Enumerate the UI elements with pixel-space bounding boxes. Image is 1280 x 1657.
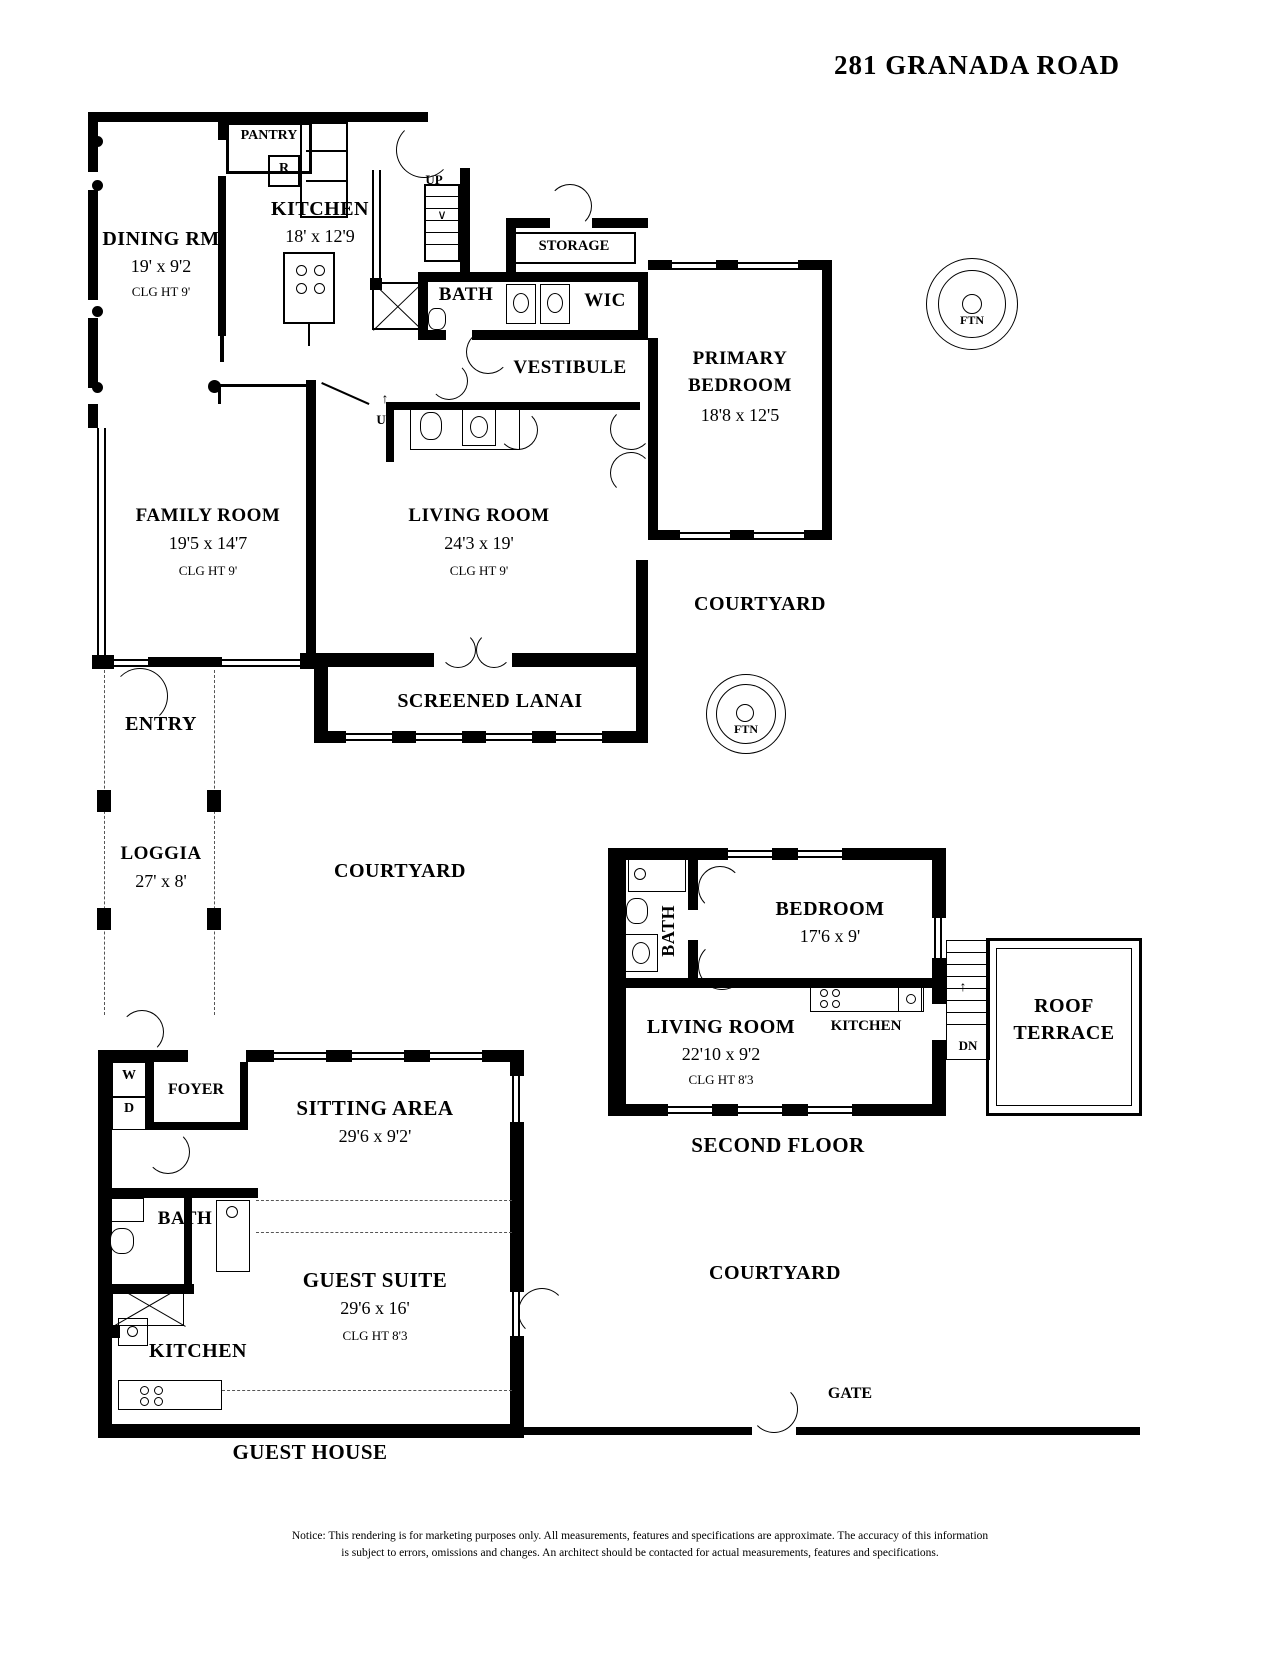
burner-icon <box>296 265 307 276</box>
wall-segment <box>148 657 208 667</box>
family-room-name: FAMILY ROOM <box>135 505 281 526</box>
wall-window <box>940 918 942 960</box>
wall-segment <box>460 168 470 278</box>
primary-bedroom-line1: PRIMARY <box>692 348 788 369</box>
wall-segment <box>648 260 672 270</box>
wall-window <box>610 934 612 974</box>
toilet-icon <box>428 308 446 330</box>
burner-icon <box>154 1397 163 1406</box>
wall-segment <box>510 1122 524 1292</box>
wall-window <box>808 1106 852 1108</box>
wall-segment <box>602 731 648 743</box>
wall-window <box>97 428 99 658</box>
wall-segment <box>506 218 550 228</box>
wall-segment <box>92 655 114 669</box>
wall-segment <box>510 1064 524 1076</box>
door-swing <box>548 184 592 228</box>
wd-divider <box>112 1096 146 1098</box>
wall-window <box>738 262 798 264</box>
loggia-column <box>207 908 221 930</box>
stair-direction-arrow: ↑ <box>959 980 967 995</box>
island-stem <box>308 324 310 346</box>
wall-window <box>430 1058 482 1060</box>
wall-segment <box>608 848 626 1116</box>
dining-room-dim: 19' x 9'2 <box>130 256 192 276</box>
wall-window <box>114 659 150 661</box>
wall-window <box>430 1052 482 1054</box>
family-room-dim: 19'5 x 14'7 <box>168 533 248 553</box>
wall-window <box>680 538 730 540</box>
sitting-area-dim: 29'6 x 9'2' <box>338 1126 412 1146</box>
guest-suite-name: GUEST SUITE <box>302 1268 448 1292</box>
wall-window <box>672 268 716 270</box>
wall-segment <box>804 530 832 540</box>
guest-house-caption: GUEST HOUSE <box>232 1440 388 1464</box>
bath-label: BATH <box>438 284 494 305</box>
kitchen-name: KITCHEN <box>271 198 369 220</box>
burner-icon <box>820 1000 828 1008</box>
wall-segment <box>772 848 798 860</box>
wall-window <box>728 856 772 858</box>
wall-window <box>728 850 772 852</box>
wall-segment <box>386 402 394 462</box>
wall-segment <box>648 530 680 540</box>
second-bedroom-dim: 17'6 x 9' <box>799 926 861 946</box>
wall-segment <box>932 848 946 918</box>
wall-segment <box>146 1122 246 1130</box>
second-living-room-dim: 22'10 x 9'2 <box>681 1044 761 1064</box>
second-kitchen-label: KITCHEN <box>830 1018 902 1034</box>
courtyard-center-label: COURTYARD <box>334 860 466 882</box>
wall-segment <box>782 1104 808 1116</box>
wall-node <box>92 382 103 393</box>
wall-window <box>379 170 381 278</box>
wall-window <box>222 659 302 661</box>
burner-icon <box>314 265 325 276</box>
wall-detail <box>220 336 224 362</box>
wall-segment <box>422 272 648 282</box>
wall-window <box>346 733 392 735</box>
second-living-room-name: LIVING ROOM <box>646 1016 796 1038</box>
wall-detail <box>218 384 314 387</box>
wall-window <box>672 262 716 264</box>
washer-label: W <box>122 1068 136 1083</box>
wall-window <box>416 739 462 741</box>
wall-segment <box>730 530 754 540</box>
wall-window <box>486 733 532 735</box>
wall-window <box>556 739 602 741</box>
roof-terrace-line2: TERRACE <box>1013 1022 1115 1044</box>
roof-terrace-line1: ROOF <box>1034 995 1094 1017</box>
stair-up-label-family: UP <box>376 412 394 427</box>
entry-label: ENTRY <box>125 713 197 735</box>
wall-segment <box>716 260 738 270</box>
wall-node <box>208 380 221 393</box>
wall-segment <box>532 731 556 743</box>
toilet-icon <box>110 1228 134 1254</box>
cabinet-line <box>222 1390 512 1391</box>
wall-segment <box>592 218 648 228</box>
stair-tread <box>424 232 460 233</box>
stair-down-label: DN <box>958 1038 978 1053</box>
wall-segment <box>510 1336 524 1438</box>
loggia-name: LOGGIA <box>120 843 202 864</box>
courtyard-right-label: COURTYARD <box>694 593 826 615</box>
partition-angle <box>321 382 369 405</box>
wall-window <box>616 934 618 974</box>
footer-line-2: is subject to errors, omissions and changes. An architect should be contacted for actual measurements, features and specifications. <box>341 1547 939 1559</box>
burner-icon <box>154 1386 163 1395</box>
wall-segment <box>510 1050 524 1064</box>
cabinet-line <box>256 1232 512 1233</box>
footer-line-1: Notice: This rendering is for marketing purposes only. All measurements, features and specifications are approximate. The accuracy of this information <box>291 1530 989 1542</box>
wall-window <box>416 733 462 735</box>
wall-window <box>639 568 641 612</box>
stair-tread <box>946 1012 990 1013</box>
stair-tread <box>424 244 460 245</box>
wall-segment <box>314 731 346 743</box>
foyer-label: FOYER <box>168 1081 224 1098</box>
burner-icon <box>140 1397 149 1406</box>
burner-icon <box>314 283 325 294</box>
toilet-icon <box>626 898 648 924</box>
dining-room-name: DINING RM <box>102 228 220 250</box>
wall-window <box>738 268 798 270</box>
wall-segment <box>306 380 316 660</box>
wall-window <box>372 170 374 278</box>
wall-segment <box>88 318 98 388</box>
door-swing <box>498 410 538 450</box>
stair-tread <box>946 1024 990 1025</box>
guest-kitchen-label: KITCHEN <box>149 1340 247 1362</box>
wall-window <box>274 1052 326 1054</box>
wall-node <box>92 180 103 191</box>
living-room-dim: 24'3 x 19' <box>444 533 514 553</box>
sink-bowl <box>632 942 650 964</box>
guest-suite-dim: 29'6 x 16' <box>340 1298 410 1318</box>
wall-window <box>738 1112 782 1114</box>
wall-window <box>616 1024 618 1072</box>
wall-segment <box>688 860 698 910</box>
family-room-clg: CLG HT 9' <box>178 563 238 578</box>
wall-window <box>668 1106 712 1108</box>
wall-segment <box>326 1050 352 1062</box>
cabinet-line <box>256 1200 512 1201</box>
wall-window <box>274 1058 326 1060</box>
wall-window <box>798 850 842 852</box>
wall-segment <box>98 1188 258 1198</box>
wall-segment <box>712 1104 738 1116</box>
loggia-column <box>207 790 221 812</box>
wall-node <box>92 306 103 317</box>
door-swing <box>430 362 468 400</box>
wall-window <box>754 538 804 540</box>
counter-line <box>306 180 348 182</box>
guest-bath-label: BATH <box>157 1208 213 1229</box>
wall-window <box>738 1106 782 1108</box>
living-room-name: LIVING ROOM <box>408 505 550 526</box>
door-swing <box>476 632 512 668</box>
wall-window <box>808 1112 852 1114</box>
stair-tread <box>946 976 990 977</box>
wall-segment <box>208 657 222 667</box>
primary-bedroom-dim: 18'8 x 12'5 <box>700 405 780 425</box>
kitchen-island <box>283 252 335 324</box>
primary-bedroom-line2: BEDROOM <box>688 375 792 396</box>
fountain-mid-inner <box>736 704 754 722</box>
burner-icon <box>832 1000 840 1008</box>
wall-segment <box>98 1424 524 1438</box>
door-swing <box>120 1010 164 1054</box>
door-swing <box>440 632 476 668</box>
sitting-area-name: SITTING AREA <box>296 1096 454 1120</box>
guest-kitchen-counter <box>118 1380 222 1410</box>
pantry-label: PANTRY <box>240 128 298 143</box>
sink-bowl <box>470 416 488 438</box>
wall-window <box>346 739 392 741</box>
wall-segment <box>246 1050 274 1062</box>
wall-segment <box>626 978 698 988</box>
stair-tread <box>946 952 990 953</box>
second-bedroom-name: BEDROOM <box>775 898 885 920</box>
door-swing <box>610 452 652 494</box>
stair-direction-arrow: ∨ <box>437 207 447 222</box>
wall-window <box>556 733 602 735</box>
second-living-room-clg: CLG HT 8'3 <box>688 1072 754 1087</box>
wall-segment <box>404 1050 430 1062</box>
wall-segment <box>88 404 98 428</box>
wall-segment <box>218 112 226 140</box>
wall-window <box>352 1052 404 1054</box>
vestibule-label: VESTIBULE <box>513 357 627 378</box>
wall-segment <box>852 1104 946 1116</box>
wall-window <box>645 568 647 612</box>
burner-icon <box>832 989 840 997</box>
burner-icon <box>820 989 828 997</box>
wall-segment <box>512 653 648 667</box>
dining-room-clg: CLG HT 9' <box>131 284 191 299</box>
wall-segment <box>462 731 486 743</box>
wall-segment <box>366 112 428 122</box>
courtyard-bottom-label: COURTYARD <box>709 1262 841 1284</box>
second-floor-caption: SECOND FLOOR <box>691 1133 865 1157</box>
sink-bowl <box>513 293 529 313</box>
wall-window <box>754 532 804 534</box>
burner-icon <box>140 1386 149 1395</box>
counter-line <box>306 150 348 152</box>
wall-segment <box>314 653 434 667</box>
door-swing <box>610 408 652 450</box>
guest-suite-clg: CLG HT 8'3 <box>342 1328 408 1343</box>
loggia-dim: 27' x 8' <box>135 871 187 891</box>
stair-tread <box>946 964 990 965</box>
burner-icon <box>296 283 307 294</box>
loggia-column <box>97 908 111 930</box>
wall-segment <box>608 1104 668 1116</box>
wall-window <box>512 1076 514 1122</box>
wall-segment <box>822 260 832 540</box>
wall-window <box>934 918 936 960</box>
wall-window <box>104 428 106 658</box>
appliance-dial <box>127 1326 138 1337</box>
stair-direction-arrow: ↑ <box>381 392 389 407</box>
garden-wall <box>796 1427 1140 1435</box>
stair-tread <box>946 1000 990 1001</box>
stair-up-label: UP <box>425 172 443 187</box>
door-swing <box>396 122 452 178</box>
refrigerator-label: R <box>278 161 290 176</box>
wall-window <box>610 1024 612 1072</box>
second-floor-bath-label: BATH <box>658 905 678 957</box>
wall-window <box>114 665 150 667</box>
stair-tread <box>424 196 460 197</box>
page-title: 281 GRANADA ROAD <box>834 50 1120 80</box>
kitchen-dim: 18' x 12'9 <box>285 226 355 246</box>
fountain-mid-label: FTN <box>734 722 758 736</box>
wall-window <box>798 856 842 858</box>
screened-lanai-label: SCREENED LANAI <box>397 690 583 712</box>
gate-label: GATE <box>827 1385 873 1402</box>
tub-drain <box>634 868 646 880</box>
fountain-top-label: FTN <box>960 313 984 327</box>
wall-window <box>512 1292 514 1336</box>
door-swing <box>518 1288 566 1336</box>
door-swing <box>146 1130 190 1174</box>
garden-wall <box>524 1427 752 1435</box>
wall-window <box>486 739 532 741</box>
wall-node <box>92 136 103 147</box>
dryer-label: D <box>123 1101 135 1116</box>
fountain-top-inner <box>962 294 982 314</box>
loggia-column <box>97 790 111 812</box>
storage-label: STORAGE <box>538 238 610 254</box>
wall-segment <box>842 848 946 860</box>
wall-segment <box>392 731 416 743</box>
wall-segment <box>932 958 946 1004</box>
wic-label: WIC <box>584 290 626 311</box>
toilet-icon <box>420 412 442 440</box>
living-room-clg: CLG HT 9' <box>449 563 509 578</box>
wall-window <box>518 1076 520 1122</box>
wall-window <box>668 1112 712 1114</box>
wall-window <box>680 532 730 534</box>
appliance-dial <box>906 994 916 1004</box>
wall-window <box>352 1058 404 1060</box>
wall-segment <box>314 667 328 741</box>
wall-window <box>222 665 302 667</box>
